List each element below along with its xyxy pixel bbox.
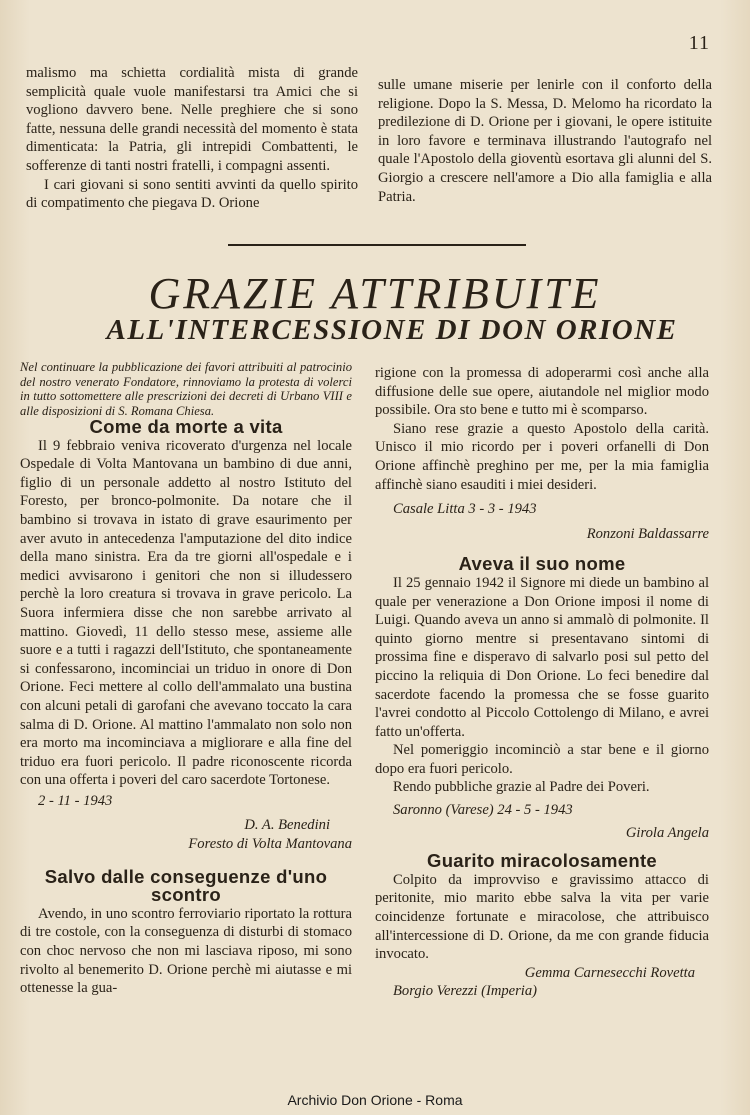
intro-note: Nel continuare la pubblicazione dei favori attribuiti al patrocinio del nostro venerato Fondatore, rinnoviamo la protesta di volerci in tutto sottomettere alle prescrizioni dei decreti di Urbano VIII e alle disposizioni di S. Romana Chiesa. (20, 360, 352, 418)
article-date: Casale Litta 3 - 3 - 1943 (393, 501, 537, 518)
article-place: Foresto di Volta Mantovana (188, 836, 352, 853)
article-body: Siano rese grazie a questo Apostolo della carità. Unisco il mio ricordo per i poveri orfanelli di Don Orione affinchè preghino per me, per la mia famiglia affinchè siano esauditi i miei desideri. (375, 420, 709, 493)
page-subtitle: ALL'INTERCESSIONE DI DON ORIONE (106, 314, 678, 346)
article-body: Rendo pubbliche grazie al Padre dei Poveri. (393, 779, 650, 796)
paragraph: malismo ma schietta cordialità mista di grande semplicità quale vuole manifestarsi tra Amici che si vogliono davvero bene. Nelle preghiere che si sono fatte, nessuna delle grandi necessità del momento è stata dimenticata: la Patria, gli intrepidi Combattenti, le sofferenze di tanti nostri fratelli, i compagni assenti. (26, 65, 358, 174)
top-right-column (378, 76, 712, 206)
article-body: Nel pomeriggio incominciò a star bene e il giorno dopo era fuori pericolo. (375, 742, 709, 777)
article-body: Il 9 febbraio veniva ricoverato d'urgenza nel locale Ospedale di Volta Mantovana un bambino di due anni, figlio di un personale addetto al nostro Istituto del Foresto, per bronco-polmonite. Da notare che il bambino si trovava in istato di grave esaurimento per aver avuto in antecedenza l'amputazione del dito indice della mano sinistra. Era da tre giorni all'ospedale e i medici avvisarono i genitori che non si illudessero perchè la loro creatura si trovava in grave pericolo. La Suora infermiera disse che non sarebbe arrivato al mattino. Giovedì, 11 dello stesso mese, assieme alle suore e a tutti i ragazzi dell'Istituto, che spontaneamente si confessarono, incominciai un triduo in onore di Don Orione. Feci mettere al collo dell'ammalato una bustina con alcuni petali di garofani che avevano toccato la cara salma di D. Orione. Al mattino l'ammalato non solo non era morto ma incominciava a migliorare e alla fine del triduo era fuori pericolo. Il padre riconoscente ricorda con una offerta i poveri del caro sacerdote Tortonese. (20, 437, 352, 789)
article-title: Come da morte a vita (89, 416, 283, 437)
article-place: Borgio Verezzi (Imperia) (393, 983, 538, 1000)
top-left-column (26, 64, 358, 213)
article-body: Avendo, in uno scontro ferroviario riportato la rottura di tre costole, con la conseguenza di disturbi di stomaco con choc nervoso che non mi lasciava riposo, mi sono rivolto al benemerito D. Orione perchè mi aiutasse e mi ottenesse la gua- (20, 905, 352, 997)
article-signature: D. A. Benedini (244, 817, 330, 834)
divider (228, 244, 526, 246)
article-body: Il 25 gennaio 1942 il Signore mi diede un bambino al quale per venerazione a Don Orione imposi il nome di Luigi. Quando aveva un anno si ammalò di polmonite. Il quinto giorno mentre si presentavano sintomi di prossima fine e disperavo di salvarlo posi sul petto del piccino la reliquia di Don Orione. Lo feci benedire dal sacerdote facendo la promessa che se fosse guarito l'avrei condotto al Piccolo Cottolengo di Milano, e avrei fatto un'offerta. (375, 574, 709, 740)
article-title: Aveva il suo nome (458, 553, 626, 575)
paragraph: I cari giovani si sono sentiti avvinti da quello spirito di compatimento che piegava D. Orione (26, 176, 358, 212)
article-signature: Gemma Carnesecchi Rovetta (524, 964, 695, 981)
paragraph: sulle umane miserie per lenirle con il conforto della religione. Dopo la S. Messa, D. Melomo ha ricordato la predilezione di D. Orione per i giovani, le opere istituite in loro favore e terminava illustrando l'autografo nel quale l'Apostolo della gioventù esortava gli alunni del S. Giorgio a crescere nell'amore a Dio alla famiglia e alla Patria. (378, 77, 712, 205)
article-body: rigione con la promessa di adoperarmi così anche alla diffusione delle sue opere, aiutandole nel miglior modo possibile. Ora sto bene e tutto mi è scomparso. (375, 365, 709, 419)
article-title: Salvo dalle conseguenze d'uno scontro (44, 865, 328, 906)
article-body: Colpito da improvviso e gravissimo attacco di peritonite, mio marito ebbe salva la vita per varie coincidenze fortunate e miracolose, che attribuisco all'intercessione di D. Orione, da me con grande fiducia invocato. (375, 871, 709, 963)
archive-footer: Archivio Don Orione - Roma (287, 1092, 463, 1108)
article-date: 2 - 11 - 1943 (38, 792, 113, 809)
article-signature: Girola Angela (625, 824, 709, 841)
article-date: Saronno (Varese) 24 - 5 - 1943 (393, 802, 573, 819)
page-number: 11 (688, 32, 710, 54)
article-signature: Ronzoni Baldassarre (586, 525, 709, 542)
right-column (375, 364, 709, 1001)
left-column (20, 360, 352, 998)
page-title: GRAZIE ATTRIBUITE (148, 269, 602, 318)
article-title: Guarito miracolosamente (427, 850, 657, 872)
